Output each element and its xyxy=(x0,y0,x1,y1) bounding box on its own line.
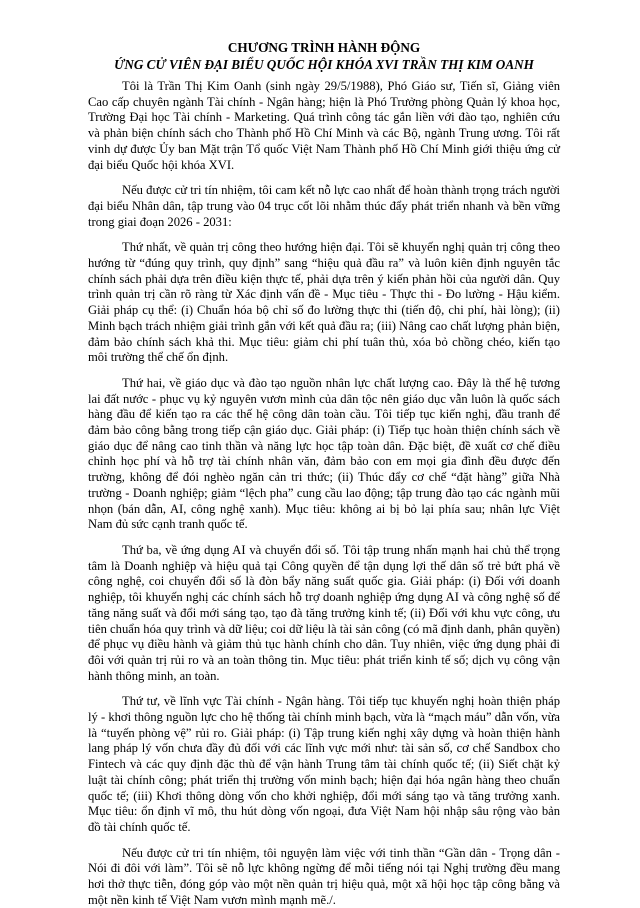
document-title xyxy=(88,40,560,73)
paragraph-commitment: Nếu được cử tri tín nhiệm, tôi cam kết nỗ lực cao nhất để hoàn thành trọng trách người đại biểu Nhân dân, tập trung vào 04 trục cốt lõi nhằm thúc đẩy phát triển nhanh và bền vững trong giai đoạn 2026 - 2031: xyxy=(88,183,560,229)
title-line-2: ỨNG CỬ VIÊN ĐẠI BIỂU QUỐC HỘI KHÓA XVI TRẦN THỊ KIM OANH xyxy=(114,56,534,72)
paragraph-closing: Nếu được cử tri tín nhiệm, tôi nguyện làm việc với tinh thần “Gần dân - Trọng dân - Nói đi đôi với làm”. Tôi sẽ nỗ lực không ngừng để mỗi tiếng nói tại Nghị trường đều mang hơi thở thực tiễn, đóng góp vào một nền quản trị hiệu quả, một xã hội học tập công bằng và một nền kinh tế Việt Nam vươn mình mạnh mẽ./. xyxy=(88,845,560,907)
paragraph-finance-banking: Thứ tư, về lĩnh vực Tài chính - Ngân hàng. Tôi tiếp tục khuyến nghị hoàn thiện pháp lý - khơi thông nguồn lực cho hệ thống tài chính minh bạch, vừa là “mạch máu” dẫn vốn, vừa là “tuyến phòng vệ” rủi ro. Giải pháp: (i) Tập trung kiến nghị xây dựng và hoàn thiện hành lang pháp lý vốn chưa đầy đủ đối với các lĩnh vực mới như: tài sản số, cơ chế Sandbox cho Fintech và các quy định đặc thù để vận hành Trung tâm tài chính quốc tế; (ii) Siết chặt kỷ luật tài chính công; phát triển thị trường vốn minh bạch; hiện đại hóa ngân hàng theo chuẩn quốc tế; (iii) Khơi thông dòng vốn cho khởi nghiệp, đổi mới sáng tạo và tăng trưởng xanh. Mục tiêu: ổn định vĩ mô, thu hút dòng vốn ngoại, đưa Việt Nam hội nhập sâu rộng vào bản đồ tài chính quốc tế. xyxy=(88,694,560,834)
paragraph-education: Thứ hai, về giáo dục và đào tạo nguồn nhân lực chất lượng cao. Đây là thế hệ tương lai đất nước - phục vụ kỷ nguyên vươn mình của dân tộc nên giáo dục vẫn luôn là quốc sách hàng đầu để kiến tạo ra các thế hệ công dân toàn cầu. Tôi tiếp tục kiến nghị, đầu tranh để đảm bảo công bằng trong tiếp cận giáo dục. Giải pháp: (i) Tiếp tục hoàn thiện chính sách về giáo dục để nâng cao tinh thần và năng lực học tập toàn dân. Đặc biệt, đề xuất cơ chế điều chỉnh học phí và hỗ trợ tài chính nhân văn, đảm bảo con em mọi gia đình đều được đến trường, không để đói nghèo ngăn cản tri thức; (ii) Thúc đẩy cơ chế “đặt hàng” giữa Nhà trường - Doanh nghiệp; giảm “lệch pha” cung cầu lao động; tập trung đào tạo các ngành mũi nhọn (bán dẫn, AI, công nghệ xanh). Mục tiêu: không ai bị bỏ lại phía sau; nhân lực Việt Nam đủ sức cạnh tranh quốc tế. xyxy=(88,375,560,532)
title-line-1: CHƯƠNG TRÌNH HÀNH ĐỘNG xyxy=(227,40,421,55)
paragraph-ai-digital: Thứ ba, về ứng dụng AI và chuyển đổi số. Tôi tập trung nhấn mạnh hai chủ thể trọng tâm là Doanh nghiệp và hiệu quả tại Công quyền để tận dụng lợi thế dân số trẻ bứt phá về công nghệ, coi chuyển đổi số là đòn bẩy năng suất quốc gia. Giải pháp: (i) Đối với doanh nghiệp, tôi khuyến nghị các chính sách hỗ trợ doanh nghiệp ứng dụng AI và công nghệ số để tăng năng suất và đổi mới sáng tạo, tạo đà tăng trưởng kinh tế; (ii) Đối với khu vực công, ưu tiên chuẩn hóa quy trình và dữ liệu; coi dữ liệu là tài sản công (có mã định danh, phân quyền) để phục vụ điều hành và giảm thủ tục hành chính cho dân. Tuy nhiên, việc ứng dụng phải đi đôi với quản trị rủi ro và an toàn thông tin. Mục tiêu: phát triển kinh tế số; dịch vụ công vận hành thông minh, an toàn. xyxy=(88,542,560,683)
paragraph-introduction: Tôi là Trần Thị Kim Oanh (sinh ngày 29/5/1988), Phó Giáo sư, Tiến sĩ, Giảng viên Cao cấp chuyên ngành Tài chính - Ngân hàng; hiện là Phó Trưởng phòng Quản lý khoa học, Trường Đại học Tài chính - Marketing. Quá trình công tác gắn liền với đào tạo, nghiên cứu và phản biện chính sách cho Thành phố Hồ Chí Minh và các Bộ, ngành Trung ương. Tôi rất vinh dự được Ủy ban Mặt trận Tổ quốc Việt Nam Thành phố Hồ Chí Minh giới thiệu ứng cử đại biểu Quốc hội khóa XVI. xyxy=(88,79,560,172)
paragraph-public-governance: Thứ nhất, về quản trị công theo hướng hiện đại. Tôi sẽ khuyến nghị quản trị công theo hướng từ “đúng quy trình, quy định” sang “hiệu quả đầu ra” và luôn kiên định nguyên tắc chính sách phải dựa trên điều kiện thực tế, phải dựa trên ý kiến phản hồi của người dân. Quy trình quản trị cần rõ ràng từ Xác định vấn đề - Mục tiêu - Thực thi - Đo lường - Hậu kiểm. Giải pháp cụ thể: (i) Chuẩn hóa bộ chỉ số đo lường thực thi (tiến độ, chi phí, hài lòng); (ii) Minh bạch trách nhiệm giải trình gắn với kết quả đầu ra; (iii) Nâng cao chất lượng phản biện, đảm bảo chính sách khả thi. Mục tiêu: giảm chi phí tuân thủ, xóa bỏ chồng chéo, kiến tạo môi trường thể chế ổn định. xyxy=(88,240,560,365)
